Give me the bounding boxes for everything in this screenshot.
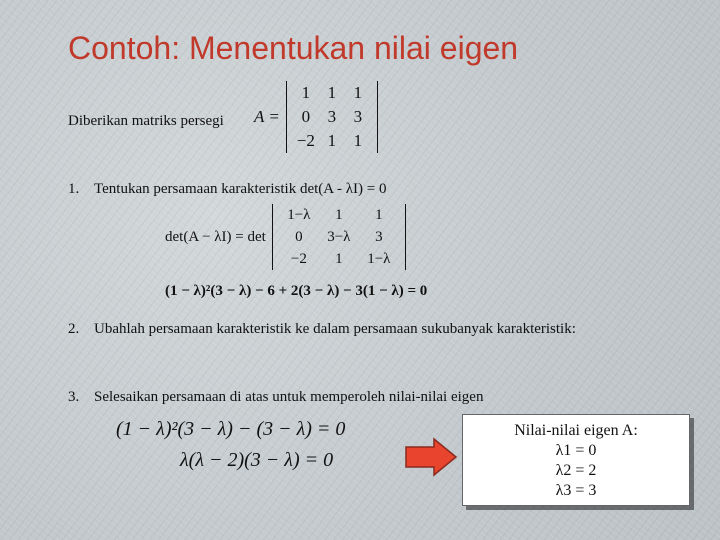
eigenvalues-callout xyxy=(462,414,690,506)
matrix-cell: 1 xyxy=(335,250,343,267)
step1-text: Tentukan persamaan karakteristik det(A - λI) = 0 xyxy=(94,181,387,197)
eigenvalue-1: λ1 = 0 xyxy=(555,442,597,459)
step3-number: 3. xyxy=(68,389,80,405)
matrix-cell: 1−λ xyxy=(287,206,311,223)
matrix-a-grid xyxy=(286,81,378,153)
right-arrow-icon xyxy=(404,437,458,477)
matrix-cell: 1 xyxy=(301,83,311,102)
matrix-cell: 1 xyxy=(353,83,363,102)
matrix-cell: 3 xyxy=(353,107,363,126)
characteristic-equation: (1 − λ)²(3 − λ) − 6 + 2(3 − λ) − 3(1 − λ) = 0 xyxy=(165,283,428,299)
det-matrix-grid xyxy=(272,204,406,270)
matrix-cell: 0 xyxy=(295,228,303,245)
step3-text: Selesaikan persamaan di atas untuk memperoleh nilai-nilai eigen xyxy=(94,389,484,405)
intro-text: Diberikan matriks persegi xyxy=(68,113,224,129)
eigenvalue-2: λ2 = 2 xyxy=(555,462,597,479)
matrix-a xyxy=(254,81,378,153)
matrix-cell: 3 xyxy=(375,228,383,245)
matrix-cell: 1 xyxy=(327,131,337,150)
solve-equation-2: λ(λ − 2)(3 − λ) = 0 xyxy=(180,449,334,471)
step2-item xyxy=(68,321,576,338)
matrix-cell: 1 xyxy=(375,206,383,223)
matrix-cell: 0 xyxy=(301,107,311,126)
matrix-cell: 3 xyxy=(327,107,337,126)
matrix-cell: 3−λ xyxy=(327,228,351,245)
step2-number: 2. xyxy=(68,321,80,337)
matrix-cell: 1 xyxy=(335,206,343,223)
callout-title: Nilai-nilai eigen A: xyxy=(514,422,638,439)
step1-item xyxy=(68,181,387,198)
matrix-cell: −2 xyxy=(296,131,315,150)
slide-title: Contoh: Menentukan nilai eigen xyxy=(68,30,519,66)
eigenvalue-3: λ3 = 3 xyxy=(555,482,597,499)
det-label: det(A − λI) = det xyxy=(165,228,266,245)
matrix-a-label: A = xyxy=(254,107,280,126)
step3-item xyxy=(68,389,483,406)
matrix-cell: 1−λ xyxy=(367,250,391,267)
matrix-cell: 1 xyxy=(353,131,363,150)
step1-number: 1. xyxy=(68,181,80,197)
solve-equation-1: (1 − λ)²(3 − λ) − (3 − λ) = 0 xyxy=(116,418,346,440)
matrix-cell: −2 xyxy=(290,250,307,267)
det-expression xyxy=(165,204,406,270)
matrix-cell: 1 xyxy=(327,83,337,102)
step2-text: Ubahlah persamaan karakteristik ke dalam persamaan sukubanyak karakteristik: xyxy=(94,321,576,337)
